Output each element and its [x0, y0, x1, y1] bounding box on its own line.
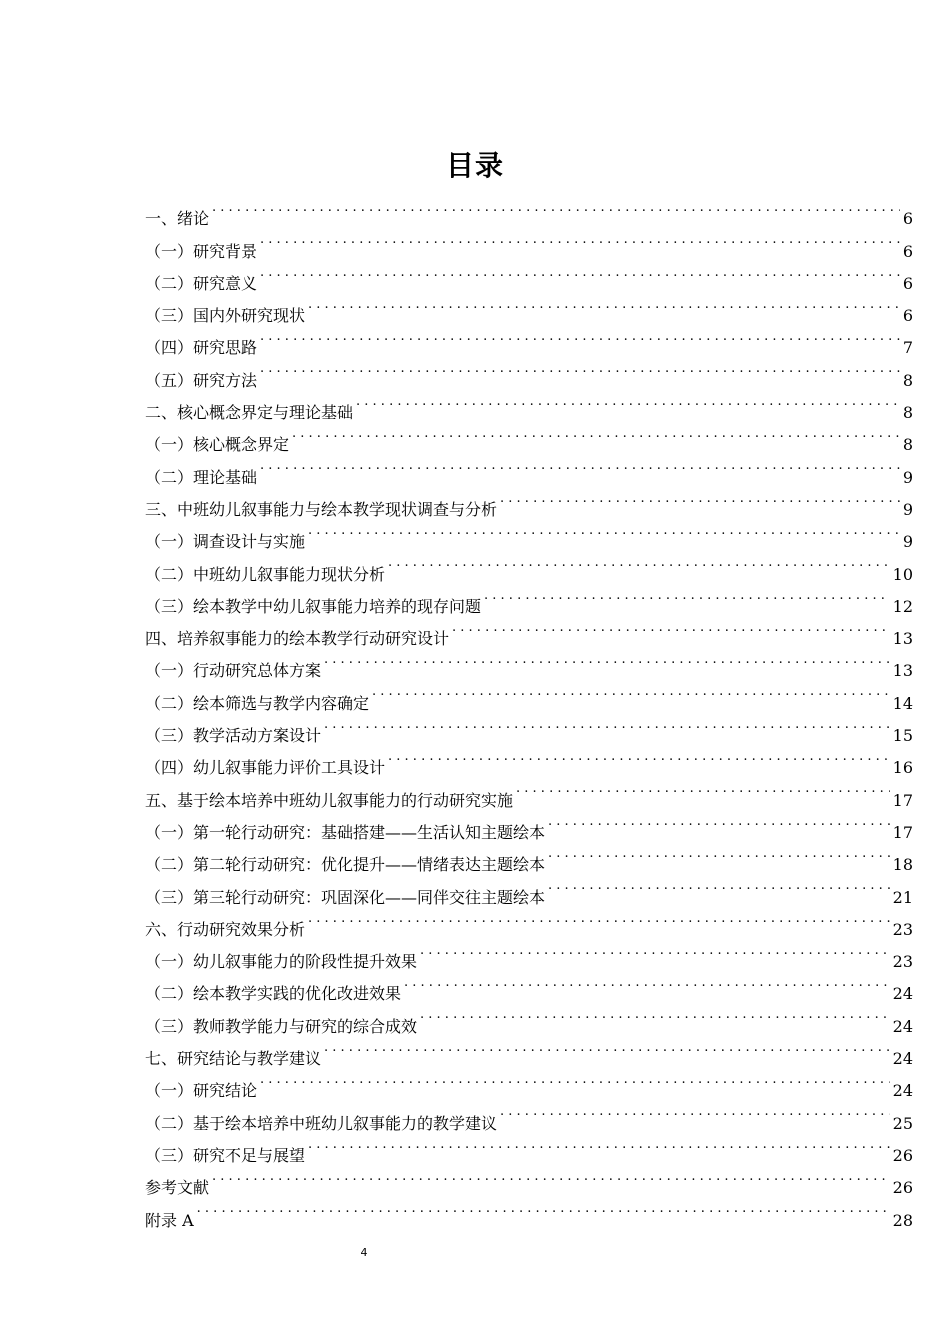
toc-entry-page-number: 17	[892, 790, 913, 810]
toc-entry-title: （二）绘本教学实践的优化改进效果	[145, 984, 402, 1004]
toc-entry-title: （一）第一轮行动研究：基础搭建——生活认知主题绘本	[145, 822, 546, 842]
toc-entry-page-number: 8	[902, 435, 913, 455]
toc-entry-page-number: 23	[892, 952, 913, 972]
toc-entry-page-number: 26	[892, 1145, 913, 1165]
toc-leader-dots	[308, 515, 900, 547]
toc-entry-page-number: 8	[902, 370, 913, 390]
toc-entry-title: （二）绘本筛选与教学内容确定	[145, 693, 370, 713]
toc-entry-title: （三）研究不足与展望	[145, 1145, 306, 1165]
toc-entry-title: 七、研究结论与教学建议	[145, 1049, 322, 1069]
toc-entry[interactable]	[145, 483, 913, 519]
toc-entry-title: 参考文献	[145, 1178, 210, 1198]
toc-entry[interactable]	[145, 1161, 913, 1198]
toc-entry-page-number: 9	[902, 467, 913, 487]
toc-entry-page-number: 8	[902, 403, 913, 423]
toc-leader-dots	[484, 580, 890, 612]
toc-entry-page-number: 9	[902, 532, 913, 552]
toc-entry-page-number: 24	[892, 1081, 913, 1101]
toc-leader-dots	[516, 773, 890, 805]
toc-entry-title: （一）行动研究总体方案	[145, 661, 322, 681]
toc-entry-title: （三）第三轮行动研究：巩固深化——同伴交往主题绘本	[145, 887, 546, 907]
toc-entry-page-number: 9	[902, 499, 913, 519]
toc-entry-page-number: 16	[892, 758, 913, 778]
toc-leader-dots	[212, 192, 900, 224]
toc-entry-page-number: 24	[892, 1016, 913, 1036]
toc-leader-dots	[324, 1032, 890, 1064]
toc-entry-title: 三、中班幼儿叙事能力与绘本教学现状调查与分析	[145, 499, 498, 519]
toc-leader-dots	[420, 935, 890, 967]
toc-leader-dots	[548, 806, 890, 838]
toc-leader-dots	[212, 1161, 890, 1193]
toc-title: 目录	[445, 149, 504, 182]
toc-leader-dots	[372, 676, 890, 708]
toc-leader-dots	[197, 1193, 890, 1225]
toc-leader-dots	[356, 386, 900, 418]
toc-entry[interactable]	[145, 321, 913, 358]
toc-entry[interactable]	[145, 257, 913, 293]
toc-entry-page-number: 10	[892, 564, 913, 584]
toc-leader-dots	[404, 967, 890, 999]
toc-entry-page-number: 26	[892, 1178, 913, 1198]
toc-entry-page-number: 6	[902, 306, 913, 326]
toc-entry-title: （一）研究背景	[145, 241, 258, 261]
toc-leader-dots	[308, 903, 890, 935]
toc-entry-title: （三）教师教学能力与研究的综合成效	[145, 1016, 418, 1036]
toc-leader-dots	[500, 1096, 890, 1128]
toc-entry-page-number: 18	[892, 855, 913, 875]
toc-entry[interactable]	[145, 289, 913, 326]
toc-leader-dots	[324, 709, 890, 741]
toc-entry-title: （一）研究结论	[145, 1081, 258, 1101]
toc-entry-title: 附录 A	[145, 1210, 194, 1230]
toc-entry-title: （五）研究方法	[145, 370, 258, 390]
toc-entry-page-number: 12	[892, 596, 913, 616]
toc-entry-page-number: 13	[892, 661, 913, 681]
toc-entry-title: （三）绘本教学中幼儿叙事能力培养的现存问题	[145, 596, 482, 616]
toc-entry-page-number: 21	[892, 887, 913, 907]
toc-entry[interactable]	[145, 192, 913, 229]
page-number: 4	[360, 1246, 368, 1259]
toc-entry[interactable]	[145, 1064, 913, 1101]
toc-entry-title: 四、培养叙事能力的绘本教学行动研究设计	[145, 629, 450, 649]
toc-entry-page-number: 17	[892, 822, 913, 842]
toc-entry-title: 五、基于绘本培养中班幼儿叙事能力的行动研究实施	[145, 790, 514, 810]
toc-leader-dots	[260, 450, 900, 482]
toc-entry-page-number: 28	[892, 1210, 913, 1230]
toc-leader-dots	[308, 289, 900, 321]
toc-entry-page-number: 14	[892, 693, 913, 713]
toc-entry[interactable]	[145, 1193, 913, 1230]
toc-leader-dots	[388, 547, 890, 579]
toc-leader-dots	[260, 257, 900, 289]
toc-entry-title: （四）研究思路	[145, 338, 258, 358]
toc-entry-title: （一）幼儿叙事能力的阶段性提升效果	[145, 952, 418, 972]
toc-entry-title: （一）调查设计与实施	[145, 532, 306, 552]
toc-leader-dots	[548, 838, 890, 870]
toc-entry-page-number: 6	[902, 273, 913, 293]
toc-entry-page-number: 24	[892, 984, 913, 1004]
toc-entry-title: （三）国内外研究现状	[145, 306, 306, 326]
toc-leader-dots	[260, 224, 900, 256]
toc-leader-dots	[260, 353, 900, 385]
toc-entry-page-number: 6	[902, 209, 913, 229]
toc-entry[interactable]	[145, 386, 913, 423]
toc-leader-dots	[548, 870, 890, 902]
toc-entry-page-number: 24	[892, 1049, 913, 1069]
toc-list	[145, 192, 913, 1230]
toc-entry-title: （四）幼儿叙事能力评价工具设计	[145, 758, 386, 778]
toc-entry-page-number: 6	[902, 241, 913, 261]
toc-entry-title: （一）核心概念界定	[145, 435, 290, 455]
toc-entry[interactable]	[145, 450, 913, 487]
toc-entry-page-number: 15	[892, 726, 913, 746]
toc-entry-title: （二）第二轮行动研究：优化提升——情绪表达主题绘本	[145, 855, 546, 875]
toc-leader-dots	[308, 1129, 890, 1161]
toc-entry-title: 二、核心概念界定与理论基础	[145, 403, 354, 423]
toc-leader-dots	[452, 612, 890, 644]
toc-entry-title: 六、行动研究效果分析	[145, 919, 306, 939]
toc-entry[interactable]	[145, 353, 913, 390]
toc-leader-dots	[260, 1064, 890, 1096]
toc-entry[interactable]	[145, 224, 913, 261]
toc-leader-dots	[260, 321, 900, 353]
toc-leader-dots	[420, 999, 890, 1031]
toc-entry-title: （二）基于绘本培养中班幼儿叙事能力的教学建议	[145, 1113, 498, 1133]
toc-leader-dots	[324, 644, 890, 676]
toc-entry-title: （二）中班幼儿叙事能力现状分析	[145, 564, 386, 584]
toc-entry-title: （二）理论基础	[145, 467, 258, 487]
toc-entry-title: （二）研究意义	[145, 273, 258, 293]
toc-leader-dots	[388, 741, 890, 773]
toc-entry-page-number: 25	[892, 1113, 913, 1133]
toc-entry-page-number: 7	[902, 338, 913, 358]
toc-leader-dots	[500, 483, 900, 515]
toc-entry-page-number: 13	[892, 629, 913, 649]
toc-entry-title: （三）教学活动方案设计	[145, 726, 322, 746]
toc-entry-page-number: 23	[892, 919, 913, 939]
toc-leader-dots	[292, 418, 900, 450]
toc-entry-title: 一、绪论	[145, 209, 210, 229]
toc-entry[interactable]	[145, 1096, 913, 1133]
